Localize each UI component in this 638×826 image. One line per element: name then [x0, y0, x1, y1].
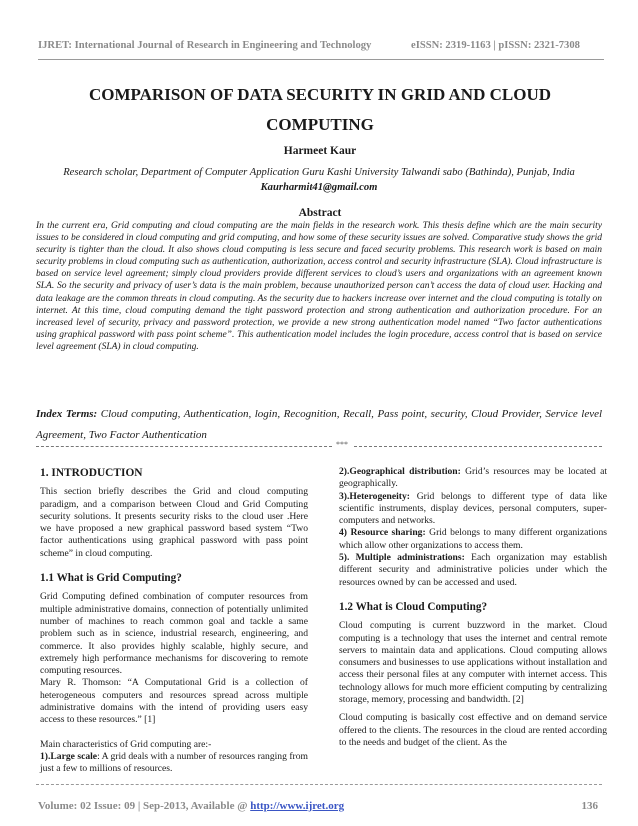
separator-line-left — [36, 446, 332, 447]
issn-text: eISSN: 2319-1163 | pISSN: 2321-7308 — [411, 40, 580, 51]
author-affiliation — [36, 165, 602, 195]
separator-stars: *** — [336, 440, 348, 449]
separator-line-right — [354, 446, 602, 447]
intro-paragraph: This section briefly describes the Grid and cloud computing paradigm, and a comparison between Cloud and Grid Computing security solutions. It presents security risks to the cloud user .Here we have proposed a new graphical password based system “Two factor authentications using graphical password with pass point scheme” in cloud computing. — [40, 486, 308, 559]
affiliation-text: Research scholar, Department of Computer Application Guru Kashi University Talwandi sabo (Bathinda), Punjab, India — [63, 167, 575, 178]
title-line-2: COMPUTING — [266, 115, 374, 134]
abstract-text: In the current era, Grid computing and cloud computing are the main fields in the research work. This thesis define which are the main security issues to be considered in cloud computing and grid computing, and how some of these security issues are solved. Comparative study shows the grid security is tighter than the cloud. It also shows cloud computing is less secure and faced security problems. This research work is based on main security problems in cloud computing such as authentication, authorization, access control and security infrastructure (SLA). Cloud infrastructure is based on service level agreement; simply cloud providers provide different services to cloud’s users and organizations with an agreement known SLA. So the security and privacy of user’s data is the main problem, because unauthorized person can’t access the data of cloud user. Hacking and data leakage are the common threats in cloud computing. As the security due to hackers increase over internet and the cloud computing is totally on internet. At this time, cloud computing demand the tight password protection and strong authentication and authorization procedure. For an increased level of security, privacy and password protection, we provide a new strong authentication model named “Two factor authentications using graphical password with pass point scheme”. This authentication model includes the login procedure, access control that is based on service level agreement (SLA) in cloud computing. — [36, 221, 602, 352]
author-email: Kaurharmit41@gmail.com — [260, 182, 378, 193]
characteristic-heterogeneity — [339, 491, 607, 528]
right-column — [339, 466, 607, 749]
characteristic-text: Grid belongs to different type of data like scientific instruments, display devices, personal computers, super-computers and networks. — [339, 490, 607, 527]
characteristic-label: 1).Large scale — [40, 750, 98, 762]
characteristic-text: : A grid deals with a number of resources ranging from just a few to millions of resources. — [40, 750, 308, 775]
volume-info: Volume: 02 Issue: 09 | Sep-2013, Available @ — [38, 800, 251, 812]
spacer — [40, 727, 308, 739]
paper-title — [40, 80, 600, 140]
characteristic-label: 3).Heterogeneity: — [339, 490, 410, 502]
characteristic-text: Grid belongs to many different organizations which allow other organizations to access them. — [339, 527, 607, 551]
left-column — [40, 466, 308, 776]
abstract-heading: Abstract — [298, 207, 342, 219]
characteristic-multiple-admin — [339, 552, 607, 589]
grid-paragraph-1: Grid Computing defined combination of computer resources from multiple administrative domains, connection of potentially unlimited number of machines to reach common goal and tackle a same problem such as in science, industrial research, engineering, and commerce. It also provides highly scalable, highly secure, and extremely high performance mechanisms for discovering to remote computing resources. — [40, 591, 308, 677]
characteristic-text: Each organization may establish different security and administrative policies under which the resources owned by can be accessed and used. — [339, 552, 607, 588]
running-footer — [38, 800, 604, 812]
author-name: Harmeet Kaur — [283, 145, 357, 157]
journal-link[interactable]: http://www.ijret.org — [250, 800, 345, 812]
cloud-paragraph-1: Cloud computing is current buzzword in the market. Cloud computing is a technology that uses the internet and central remote servers to maintain data and applications. Cloud computing allows consumers and businesses to use applications without installation and access their personal files at any computer with internet access. This technology allows for much more efficient computing by centralizing storage, memory, processing and bandwidth. [2] — [339, 620, 607, 706]
index-terms-text: Cloud computing, Authentication, login, Recognition, Recall, Pass point, security, Cloud Provider, Service level Agreement, Two Factor Authentication — [36, 408, 603, 441]
characteristic-label: 4) Resource sharing: — [339, 527, 426, 539]
cloud-paragraph-2: Cloud computing is basically cost effective and on demand service offered to the clients. The resources in the cloud are rented according to the needs and budget of the client. As the — [339, 712, 607, 748]
header-rule — [38, 59, 604, 60]
grid-paragraph-2: Mary R. Thomson: “A Computational Grid is a collection of heterogeneous computers and resources spread across multiple administrative domains with the intend of providing users easy access to these resources.” [1] — [40, 677, 308, 726]
section-separator — [36, 440, 602, 454]
characteristic-large-scale — [40, 751, 308, 776]
journal-name: IJRET: International Journal of Research in Engineering and Technology — [38, 40, 372, 51]
title-line-1: COMPARISON OF DATA SECURITY IN GRID AND CLOUD — [88, 85, 552, 104]
main-characteristics: Main characteristics of Grid computing are:- — [40, 738, 212, 750]
characteristic-resource-sharing — [339, 527, 607, 552]
characteristic-geographical — [339, 466, 607, 491]
footer-rule — [36, 784, 602, 785]
heading-cloud-computing: 1.2 What is Cloud Computing? — [339, 600, 488, 613]
heading-grid-computing: 1.1 What is Grid Computing? — [40, 572, 182, 585]
index-terms-label: Index Terms: — [36, 408, 98, 420]
page-number: 136 — [581, 800, 598, 812]
heading-introduction: 1. INTRODUCTION — [40, 467, 143, 479]
characteristic-label: 5). Multiple administrations: — [339, 552, 465, 564]
running-header — [38, 40, 604, 51]
characteristic-text: Grid’s resources may be located at geographically. — [339, 466, 607, 490]
characteristic-label: 2).Geographical distribution: — [339, 466, 461, 477]
